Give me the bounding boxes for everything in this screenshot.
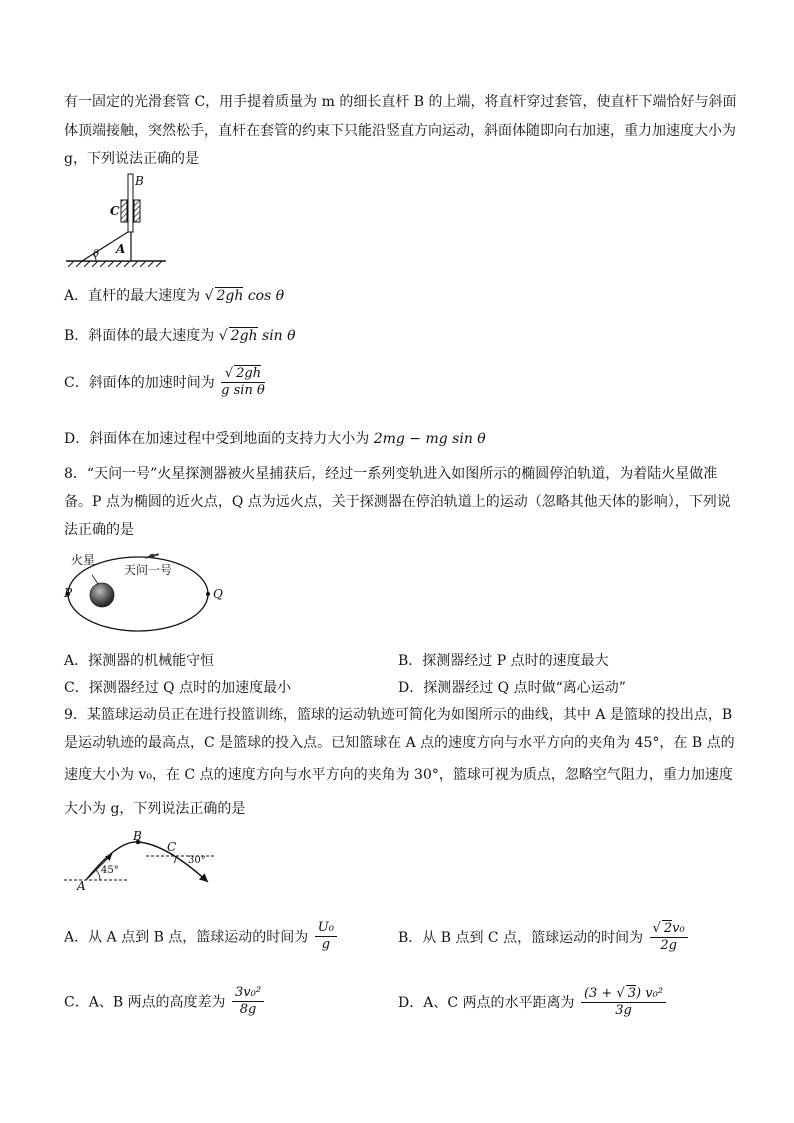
q7-option-a: A．直杆的最大速度为 √ 2gh cos θ xyxy=(64,288,285,304)
q9-label-a: A xyxy=(77,879,86,893)
q7-option-c xyxy=(64,365,267,399)
q9-option-a xyxy=(64,920,339,953)
q8-label-probe: 天问一号 xyxy=(124,563,173,577)
q9-option-d-text: D．A、C 两点的水平距离为 xyxy=(398,995,575,1011)
q7-option-d xyxy=(64,428,486,448)
q9-option-d xyxy=(398,985,668,1019)
q8-label-p: P xyxy=(64,586,73,600)
q9-option-d-den: 3g xyxy=(615,1003,632,1018)
q9-option-b-num-rad: 2 xyxy=(663,921,673,936)
q8-stem-line-2: 备。P 点为椭圆的近火点，Q 点为远火点，关于探测器在停泊轨道上的运动（忽略其他天体的影响），下列说 xyxy=(64,494,731,510)
q9-option-c-num: 3v₀² xyxy=(232,985,264,1002)
q9-option-c-den: 8g xyxy=(239,1002,257,1017)
q7-option-d-text: D．斜面体在加速过程中受到地面的支持力大小为 xyxy=(64,431,370,447)
q9-stem-line-1: 9．某篮球运动员正在进行投篮训练，篮球的运动轨迹可简化为如图所示的曲线，其中 A 是篮球的投出点，B xyxy=(64,707,733,723)
q7-option-a-text: A．直杆的最大速度为 xyxy=(64,288,201,304)
q9-option-d-num-rad: 3 xyxy=(627,986,637,1001)
q9-option-a-fraction xyxy=(315,920,337,953)
q7-label-c: C xyxy=(110,204,120,218)
q9-option-b-den: 2g xyxy=(660,938,677,953)
q9-stem-line-2: 是运动轨迹的最高点，C 是篮球的投入点。已知篮球在 A 点的速度方向与水平方向的夹角为 45°，在 B 点的 xyxy=(64,735,735,751)
q9-label-angle-45: 45° xyxy=(101,865,119,876)
q9-option-a-text: A．从 A 点到 B 点，篮球运动的时间为 xyxy=(64,929,309,946)
q7-stem-line-1: 有一固定的光滑套管 C，用手提着质量为 m 的细长直杆 B 的上端，将直杆穿过套管，使直杆下端恰好与斜面 xyxy=(64,94,737,110)
q7-option-c-num: 2gh xyxy=(236,366,262,381)
q9-option-b-text: B．从 B 点到 C 点，篮球运动的时间为 xyxy=(398,930,644,946)
q7-option-b-suffix: sin θ xyxy=(262,328,296,344)
q9-stem-line-3: 速度大小为 v₀，在 C 点的速度方向与水平方向的夹角为 30°，篮球可视为质点，忽略空气阻力，重力加速度 xyxy=(64,767,733,783)
q9-option-c-fraction xyxy=(232,985,264,1018)
q7-label-theta: θ xyxy=(93,249,100,260)
q9-label-c: C xyxy=(167,840,177,854)
q7-label-a: A xyxy=(116,242,126,256)
q8-label-mars: 火星 xyxy=(71,553,96,567)
q9-option-d-num-tail: ) v₀² xyxy=(636,986,664,1001)
q7-option-c-den: g sin θ xyxy=(221,383,265,398)
q7-option-d-expr: 2mg − mg sin θ xyxy=(373,431,486,447)
q8-option-c: C．探测器经过 Q 点时的加速度最小 xyxy=(64,680,292,696)
q7-stem-line-2: 体顶端接触，突然松手，直杆在套管的约束下只能沿竖直方向运动，斜面体随即向右加速，重力加速度大小为 xyxy=(64,123,736,139)
q9-label-b: B xyxy=(133,829,142,843)
q7-label-b: B xyxy=(135,174,144,188)
q8-option-d: D．探测器经过 Q 点时做“离心运动” xyxy=(398,680,626,696)
q7-stem-line-3: g，下列说法正确的是 xyxy=(64,151,199,167)
q9-option-c xyxy=(64,985,266,1018)
q7-option-c-fraction: $\frac{√ 2gh}{\text{g sin θ}}$ xyxy=(221,366,265,398)
q7-option-b: B．斜面体的最大速度为 √ 2gh sin θ xyxy=(64,328,296,344)
q9-option-a-den: g xyxy=(321,937,331,952)
q8-stem-line-3: 法正确的是 xyxy=(64,522,134,538)
q7-option-a-suffix: cos θ xyxy=(247,288,285,304)
q9-option-b xyxy=(398,920,690,954)
q9-option-d-fraction: $\frac{\text{(3 + √ 3) v₀²}}{3g}$ xyxy=(581,985,666,1019)
q9-option-d-num-head: (3 + xyxy=(583,986,617,1001)
q9-option-b-fraction: $\frac{\text{√ 2v₀}}{2g}$ xyxy=(650,920,688,954)
q7-option-a-radicand: 2gh xyxy=(216,288,244,304)
q9-stem-line-4: 大小为 g，下列说法正确的是 xyxy=(64,801,246,817)
q8-option-b: B．探测器经过 P 点时的速度最大 xyxy=(398,653,609,669)
q9-option-b-num-tail: v₀ xyxy=(672,921,685,936)
q8-stem-line-1: 8．“天问一号”火星探测器被火星捕获后，经过一系列变轨进入如图所示的椭圆停泊轨道，为着陆火星做准 xyxy=(64,466,718,482)
q9-option-a-num: U₀ xyxy=(315,920,337,937)
q7-option-b-radicand: 2gh xyxy=(230,328,258,344)
q8-option-a: A．探测器的机械能守恒 xyxy=(64,653,215,669)
q7-option-c-text: C．斜面体的加速时间为 xyxy=(64,375,215,391)
q9-label-angle-30: 30° xyxy=(188,855,206,866)
q7-option-b-text: B．斜面体的最大速度为 xyxy=(64,328,215,344)
q9-option-c-text: C．A、B 两点的高度差为 xyxy=(64,994,226,1011)
q8-label-q: Q xyxy=(213,587,223,601)
